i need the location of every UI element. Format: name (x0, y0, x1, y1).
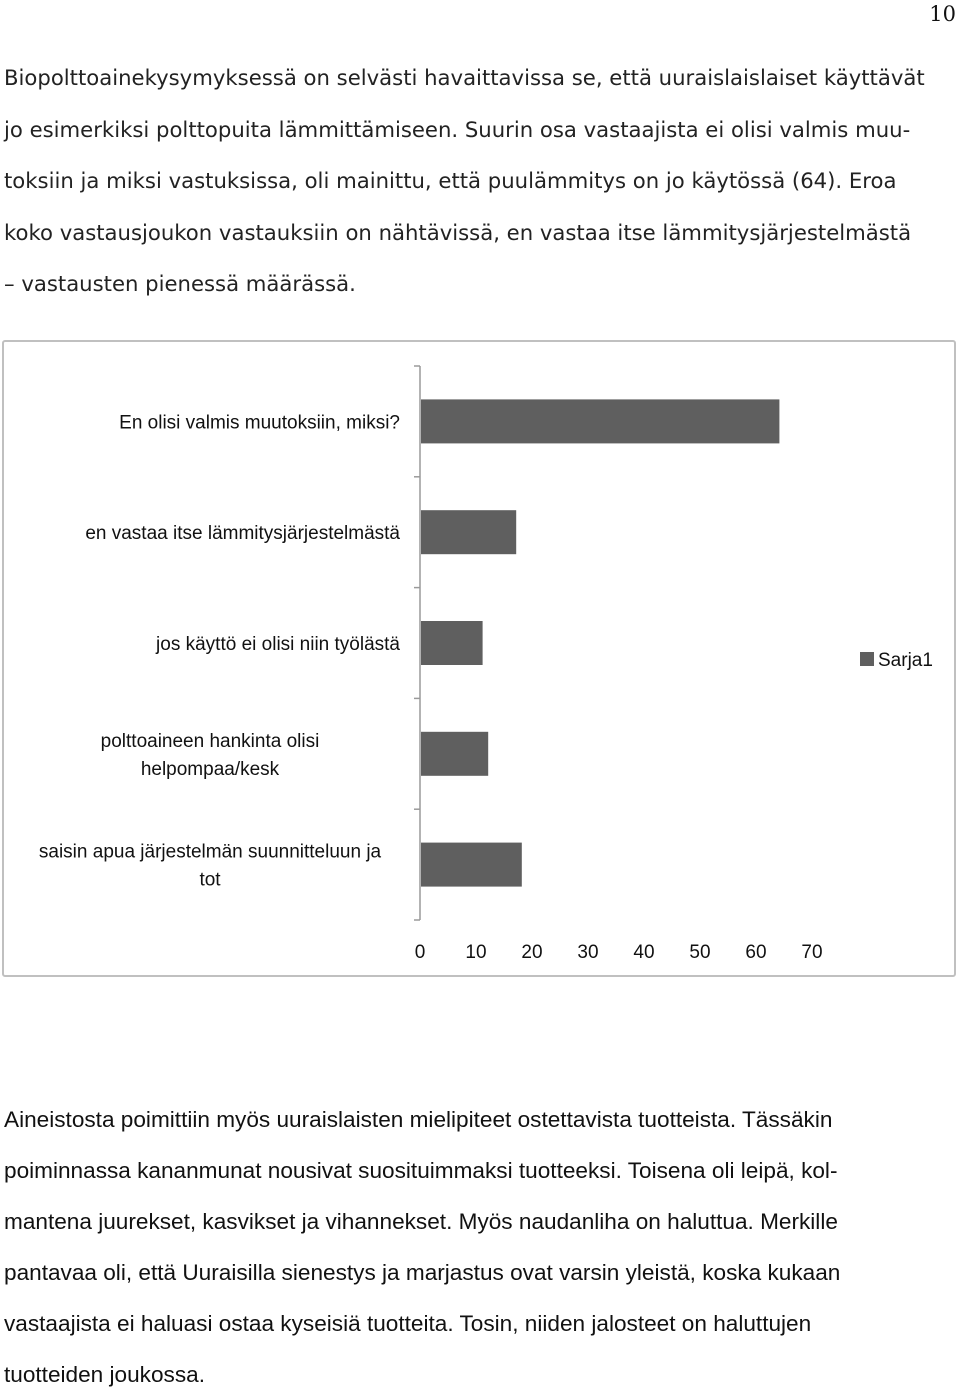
paragraph-line: Biopolttoainekysymyksessä on selvästi havaittavissa se, että uuraislaislaiset käyttävät (4, 65, 925, 90)
paragraph-products (4, 1094, 956, 1400)
legend-swatch (860, 652, 874, 666)
bar-2 (421, 510, 516, 554)
x-tick-label: 0 (414, 942, 426, 963)
category-label: helpompaa/kesk (140, 758, 280, 780)
x-tick-label: 10 (465, 942, 487, 963)
x-tick-label: 50 (689, 942, 711, 963)
category-label: polttoaineen hankinta olisi (100, 730, 320, 752)
bar-chart (4, 342, 954, 975)
category-label: tot (199, 869, 221, 891)
paragraph-line: koko vastausjoukon vastauksiin on nähtävissä, en vastaa itse lämmitysjärjestelmästä (4, 219, 912, 245)
category-label: jos käyttö ei olisi niin työlästä (156, 634, 400, 655)
paragraph-line: Aineistosta poimittiin myös uuraislaisten mielipiteet ostettavista tuotteista. Tässäkin (4, 1107, 833, 1132)
x-tick-label: 40 (633, 942, 655, 963)
paragraph-intro (4, 52, 956, 310)
category-label: En olisi valmis muutoksiin, miksi? (119, 412, 400, 434)
bar-4 (421, 732, 488, 776)
legend-label: Sarja1 (878, 650, 933, 671)
paragraph-line: jo esimerkiksi polttopuita lämmittämiseen. Suurin osa vastaajista ei olisi valmis muu- (4, 116, 911, 142)
paragraph-line: tuotteiden joukossa. (4, 1362, 205, 1387)
x-tick-label: 30 (577, 942, 599, 963)
x-tick-label: 20 (521, 942, 543, 963)
paragraph-line: pantavaa oli, että Uuraisilla sienestys ja marjastus ovat varsin yleistä, koska kukaan (4, 1260, 841, 1285)
paragraph-line: toksiin ja miksi vastuksissa, oli mainittu, että puulämmitys on jo käytössä (64). Eroa (4, 168, 897, 193)
paragraph-line: – vastausten pienessä määrässä. (4, 271, 356, 296)
paragraph-line: vastaajista ei haluasi ostaa kyseisiä tuotteita. Tosin, niiden jalosteet on haluttujen (4, 1311, 812, 1336)
bar-1 (421, 399, 779, 443)
x-tick-label: 70 (801, 942, 823, 963)
category-label: en vastaa itse lämmitysjärjestelmästä (85, 523, 400, 545)
bar-5 (421, 843, 522, 887)
paragraph-line: mantena juurekset, kasvikset ja vihannekset. Myös naudanliha on haluttua. Merkille (4, 1209, 838, 1234)
bar-3 (421, 621, 483, 665)
paragraph-line: poiminnassa kananmunat nousivat suosituimmaksi tuotteeksi. Toisena oli leipä, kol- (4, 1158, 838, 1183)
category-label: saisin apua järjestelmän suunnitteluun ja (38, 841, 382, 863)
chart-frame (2, 340, 956, 977)
x-tick-label: 60 (745, 942, 767, 963)
page-number: 10 (929, 2, 956, 26)
